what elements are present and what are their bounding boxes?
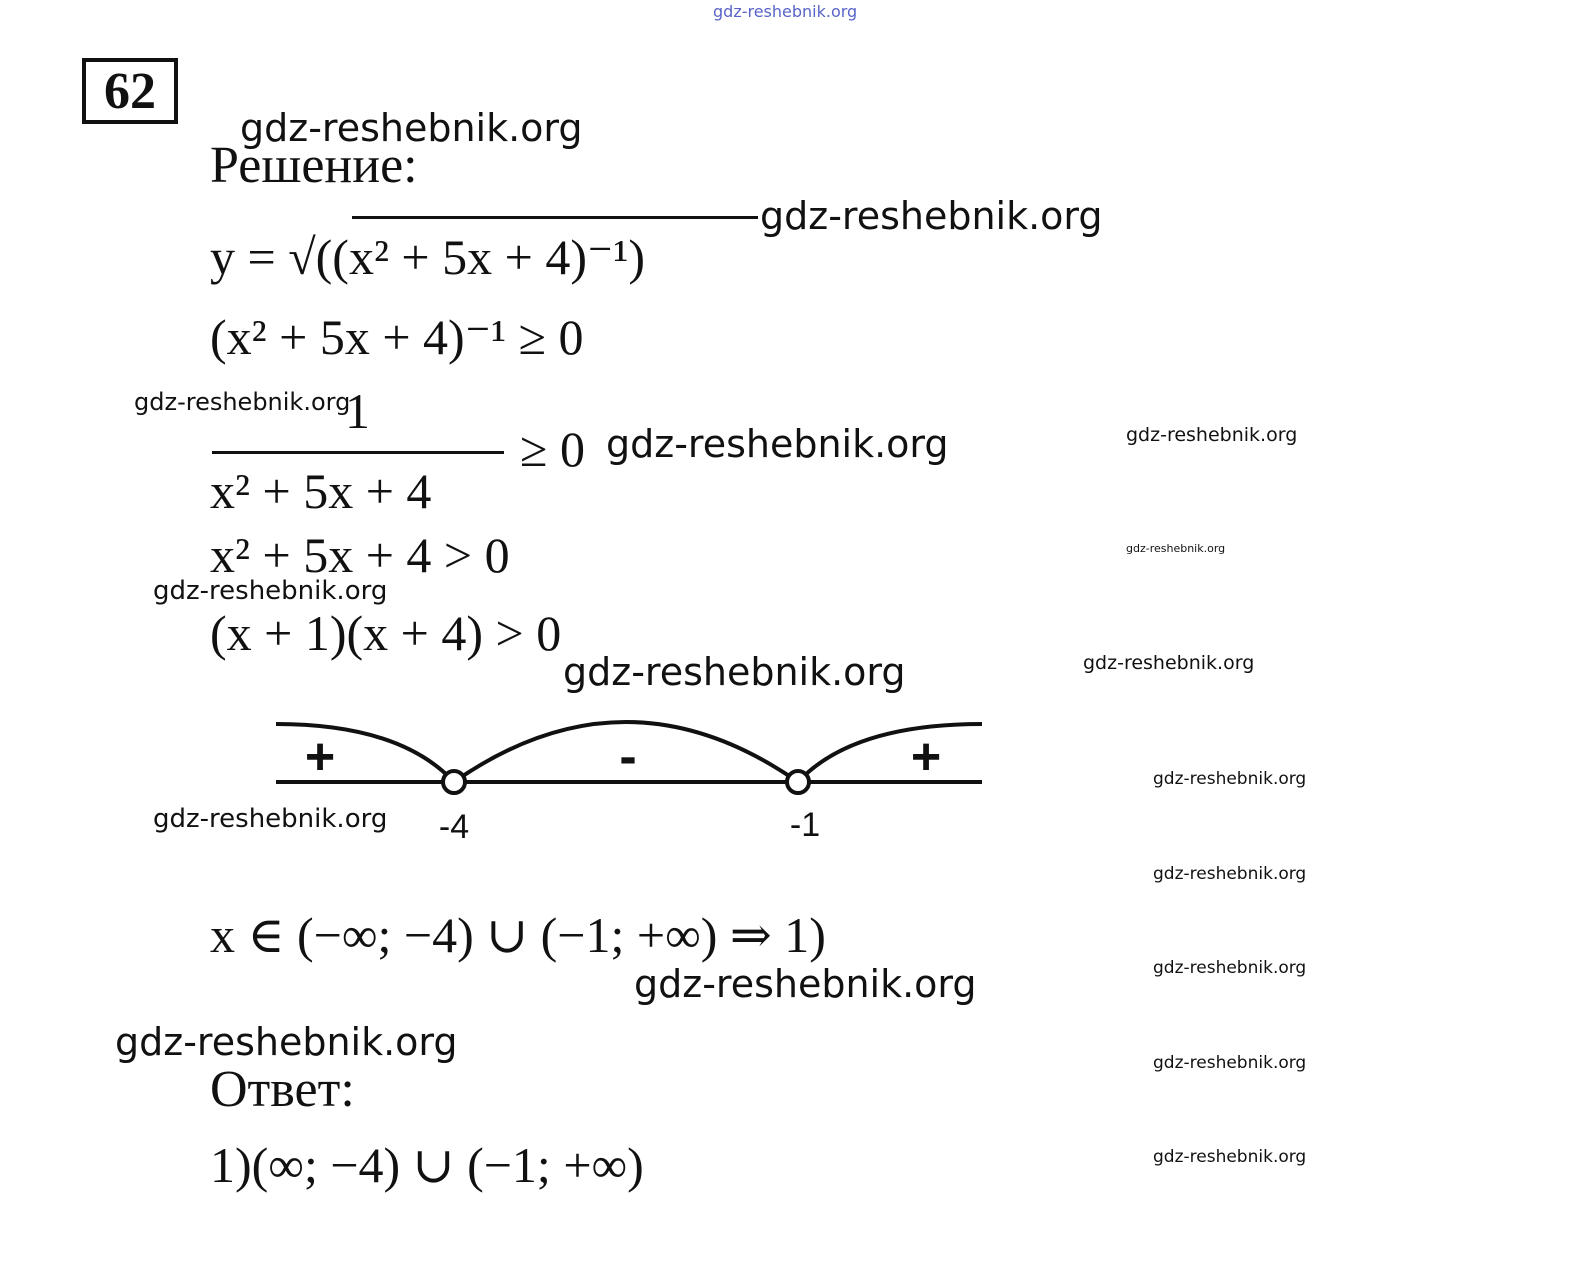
fraction-line: [212, 451, 504, 454]
sign-curve-left: [276, 724, 454, 782]
number-line-diagram: [270, 712, 990, 852]
watermark: gdz-reshebnik.org: [1153, 769, 1307, 789]
fraction-relation: ≥ 0: [520, 421, 585, 477]
watermark: gdz-reshebnik.org: [760, 194, 1103, 238]
inequality-3: x² + 5x + 4 > 0: [210, 527, 510, 583]
watermark: gdz-reshebnik.org: [606, 422, 949, 466]
problem-number: 62: [82, 58, 178, 124]
watermark: gdz-reshebnik.org: [1126, 424, 1298, 446]
watermark: gdz-reshebnik.org: [1153, 864, 1307, 884]
watermark-top: gdz-reshebnik.org: [713, 2, 858, 21]
solution-set: x ∈ (−∞; −4) ∪ (−1; +∞) ⇒ 1): [210, 907, 826, 963]
watermark: gdz-reshebnik.org: [134, 388, 351, 416]
watermark: gdz-reshebnik.org: [115, 1020, 458, 1064]
point-label-minus-1: -1: [789, 806, 821, 844]
point-marker-minus-1: [787, 771, 809, 793]
watermark: gdz-reshebnik.org: [1153, 1053, 1307, 1073]
sign-middle: -: [619, 728, 637, 786]
watermark: gdz-reshebnik.org: [240, 106, 583, 150]
solution-heading: Решение:: [210, 137, 418, 194]
watermark: gdz-reshebnik.org: [1083, 652, 1255, 674]
watermark: gdz-reshebnik.org: [563, 650, 906, 694]
equation-function: y = √((x² + 5x + 4)⁻¹): [210, 229, 646, 285]
point-label-minus-4: -4: [438, 808, 470, 846]
point-marker-minus-4: [443, 771, 465, 793]
sign-curve-right: [798, 724, 982, 782]
sqrt-bar: [352, 216, 758, 219]
answer-heading: Ответ:: [210, 1061, 355, 1118]
watermark: gdz-reshebnik.org: [634, 962, 977, 1006]
fraction-numerator: 1: [345, 383, 370, 439]
watermark: gdz-reshebnik.org: [1153, 958, 1307, 978]
watermark: gdz-reshebnik.org: [1126, 542, 1226, 555]
sign-left: +: [304, 728, 336, 786]
inequality-1: (x² + 5x + 4)⁻¹ ≥ 0: [210, 309, 584, 365]
watermark: gdz-reshebnik.org: [1153, 1147, 1307, 1167]
answer-value: 1)(∞; −4) ∪ (−1; +∞): [210, 1137, 644, 1193]
watermark: gdz-reshebnik.org: [153, 576, 388, 606]
watermark: gdz-reshebnik.org: [153, 804, 388, 834]
inequality-4: (x + 1)(x + 4) > 0: [210, 605, 562, 661]
fraction-denominator: x² + 5x + 4: [210, 463, 432, 519]
sign-right: +: [910, 728, 942, 786]
